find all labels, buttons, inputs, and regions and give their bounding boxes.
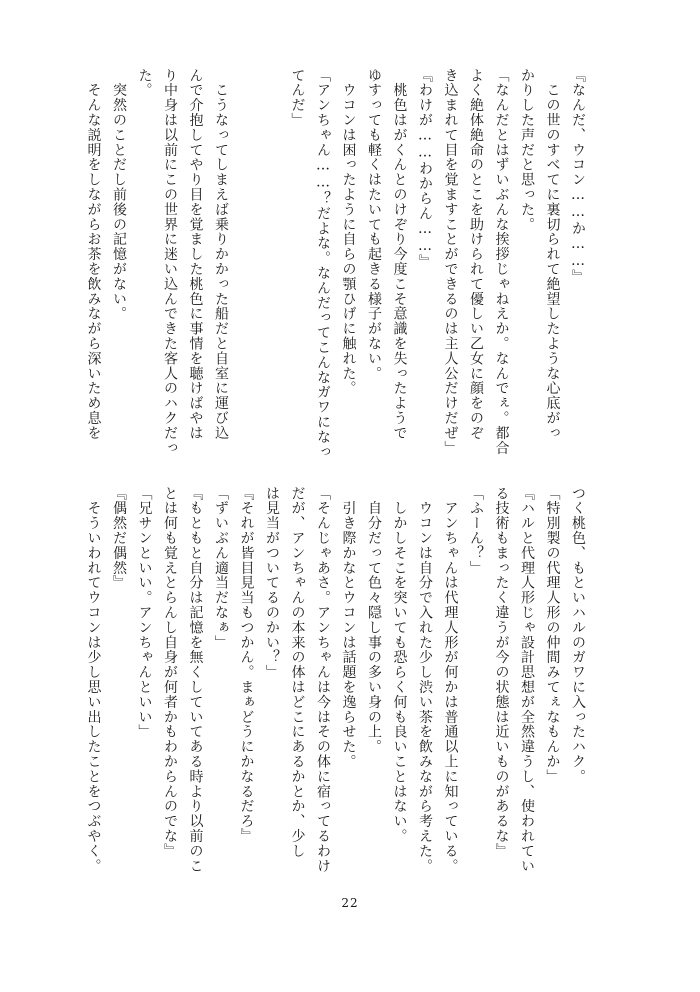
text-line: かりした声だと思った。 — [519, 68, 535, 232]
text-line: つく桃色、もといハルのガワに入ったハク。 — [570, 486, 586, 784]
text-line: り中身は以前にこの世界に迷い込んできた客人のハクだっ — [162, 68, 178, 456]
text-line: だが、アンちゃんの本来の体はどこにあるかとか、少し — [289, 486, 306, 859]
text-line: 突然のことだし前後の記憶がない。 — [111, 68, 127, 322]
text-line: こうなってしまえば乗りかかった船だと自室に運び込 — [213, 68, 229, 441]
text-line: 『なんだ、ウコン……か……』 — [570, 68, 586, 285]
text-line: き込まれて目を覚ますことができるのは主人公だけだぜ」 — [442, 68, 459, 456]
text-line: ウコンは自分で入れた少し渋い茶を飲みながら考えた。 — [417, 486, 433, 874]
text-line: ウコンは困ったように自らの顎ひげに触れた。 — [340, 68, 357, 396]
text-line: は見当がついてるのかい？」 — [264, 486, 280, 680]
text-line: 「ずいぶん適当だなぁ」 — [213, 486, 229, 650]
text-line: 「アンちゃん……？だよな。なんだってこんなガワになっ — [315, 68, 331, 460]
text-line: 「特別製の代理人形の仲間みてぇなもんか」 — [544, 486, 561, 784]
text-block-lower — [80, 486, 590, 886]
text-line: アンちゃんは代理人形が何かは普通以上に知っている。 — [442, 486, 459, 874]
text-line: しかしそこを突いても恐らく何も良いことはない。 — [391, 486, 408, 844]
text-line: 「そんじゃあさ。アンちゃんは今はその体に宿ってるわけ — [315, 486, 331, 874]
page-number: 22 — [341, 896, 359, 910]
text-line: てんだ」 — [289, 68, 306, 128]
text-line: そういわれてウコンは少し思い出したことをつぶやく。 — [85, 486, 102, 874]
text-line: この世のすべてに裏切られて絶望したような心底がっ — [544, 68, 561, 441]
text-line: 『もともと自分は記憶を無くしていてある時より以前のこ — [187, 486, 204, 874]
text-line: 『わけが……わからん……』 — [417, 68, 433, 270]
text-line: 『偶然だ偶然』 — [111, 486, 127, 591]
text-line: とは何も覚えとらんし自身が何者かもわからんのでな』 — [162, 486, 178, 859]
text-line: 『ハルと代理人形じゃ設計思想が全然違うし、使われてい — [519, 486, 535, 874]
text-line: 『それが皆目見当もつかん。まぁどうにかなるだろ』 — [238, 486, 255, 844]
text-line: 桃色はがくんとのけぞり今度こそ意識を失ったようで — [391, 68, 408, 441]
text-line: 「兄サンといい。アンちゃんといい」 — [136, 486, 153, 740]
blank-line — [259, 68, 285, 468]
text-line: 自分だって色々隠し事の多い身の上。 — [366, 486, 382, 755]
text-block-upper — [80, 68, 590, 468]
text-line: 「なんだとはずいぶんな挨拶じゃねえか。なんでぇ。都合 — [493, 68, 510, 456]
text-line: んで介抱してやり目を覚ました桃色に事情を聴けばやは — [187, 68, 204, 441]
text-line: よく絶体絶命のとこを助けられて優しい乙女に顔をのぞ — [468, 68, 484, 441]
blank-line — [233, 68, 259, 468]
text-line: そんな説明をしながらお茶を飲みながら深いため息を — [85, 68, 102, 441]
text-line: 引き際かなとウコンは話題を逸らせた。 — [340, 486, 357, 770]
text-line: ゆすっても軽くはたいても起きる様子がない。 — [366, 68, 382, 381]
text-line: る技術もまったく違うが今の状態は近いものがあるな』 — [493, 486, 510, 859]
text-line: た。 — [136, 68, 153, 98]
text-line: 「ふーん？」 — [468, 486, 484, 576]
